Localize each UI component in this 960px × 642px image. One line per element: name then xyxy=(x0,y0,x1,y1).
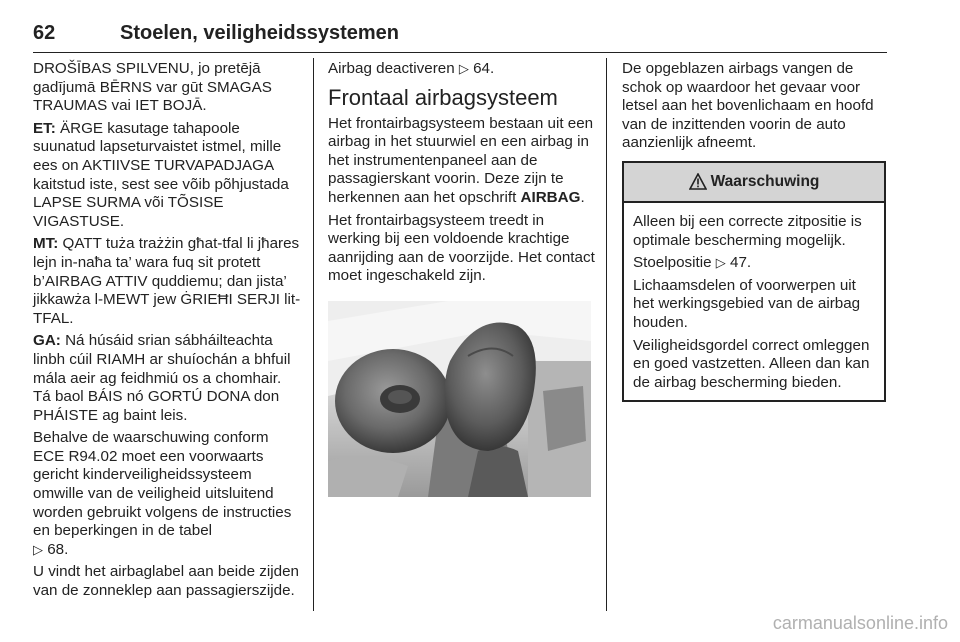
warning-paragraph: Veiligheidsgordel correct omleggen en goed vastzetten. Alleen dan kan de airbag bescherming bieden. xyxy=(633,336,870,391)
column-divider xyxy=(606,58,607,611)
watermark: carmanualsonline.info xyxy=(772,613,948,633)
page-ref-link[interactable]: 47. xyxy=(730,254,752,272)
warning-triangle-icon xyxy=(689,173,707,190)
warning-body xyxy=(624,203,884,400)
page-header xyxy=(33,22,887,52)
warning-paragraph: Lichaamsdelen of voorwerpen uit het werkingsgebied van de airbag houden. xyxy=(633,276,861,331)
paragraph-lv-warning: DROŠĪBAS SPILVENU, jo pretējā gadījumā BĒRNS var gūt SMAGAS TRAUMAS vai IET BOJĀ. xyxy=(33,60,272,115)
paragraph-mt-warning xyxy=(33,235,301,328)
seat-position-text: Stoelpositie xyxy=(633,254,712,272)
warning-paragraph: Alleen bij een correcte zitpositie is optimale bescherming mogelijk. xyxy=(633,212,862,249)
paragraph-behalve xyxy=(33,429,301,559)
intro-end: . xyxy=(580,188,585,206)
warning-header xyxy=(624,163,884,203)
ref-arrow-icon: ▷ xyxy=(33,541,43,557)
et-text: ÄRGE kasutage tahapoole suunatud lapseturvaistet istmel, mille ees on AKTIIVSE TURVAPADJAGA kaitstud iste, sest see võib põhjustada LAPSE SURMA või TÕSISE VIGASTUSE. xyxy=(33,119,289,230)
column-2 xyxy=(328,60,596,497)
page-number: 62 xyxy=(33,22,56,44)
section-heading: Frontaal airbagsysteem xyxy=(328,84,558,110)
intro-text: Het frontairbagsysteem bestaan uit een airbag in het stuurwiel en een airbag in het instrumentenpaneel aan de passagierskant voorin. Deze zijn te herkennen aan het opschrift xyxy=(328,114,594,206)
warning-title: Waarschuwing xyxy=(710,172,820,190)
paragraph-protection: De opgeblazen airbags vangen de schok op waardoor het gevaar voor letsel aan het bovenlichaam en hoofd van de inzittenden voorin de auto aanzienlijk afneemt. xyxy=(622,60,874,152)
paragraph-ga-warning xyxy=(33,332,301,425)
airbag-illustration xyxy=(328,301,591,497)
ref-arrow-icon: ▷ xyxy=(458,61,469,76)
lang-label-et: ET: xyxy=(33,119,56,137)
lang-label-ga: GA: xyxy=(33,332,61,350)
column-1 xyxy=(33,60,301,605)
warning-box xyxy=(622,161,886,402)
page-ref-link[interactable]: 64. xyxy=(473,60,495,77)
behalve-text: Behalve de waarschuwing conform ECE R94.02 moet een voorwaarts gericht kinderveiligheidssysteem omwille van de veiligheid uitsluitend worden gebruikt volgens de instructies en beperkingen in de tabel xyxy=(33,429,292,540)
ref-arrow-icon: ▷ xyxy=(715,255,726,271)
column-3 xyxy=(622,60,892,402)
airbag-label-text: AIRBAG xyxy=(520,188,581,206)
paragraph-airbaglabel: U vindt het airbaglabel aan beide zijden van de zonneklep aan passagierszijde. xyxy=(33,563,299,600)
warning-paragraph xyxy=(633,254,874,273)
lang-label-mt: MT: xyxy=(33,235,59,253)
paragraph-frontairbag-intro xyxy=(328,115,596,208)
mt-text: QATT tuża trażżin għat-tfal li jħares lejn in-naħa ta’ wara fuq sit protett b’AIRBAG ATTIV quddiemu; dan jista’ jikkawża l-MEWT jew ĠRIEĦI SERJI lit-TFAL. xyxy=(33,235,301,327)
page-title: Stoelen, veiligheidssystemen xyxy=(120,22,399,44)
paragraph-et-warning xyxy=(33,120,301,232)
column-divider xyxy=(313,58,314,611)
deactivate-text: Airbag deactiveren xyxy=(328,60,455,77)
paragraph-deactivate xyxy=(328,60,596,79)
ga-text: Ná húsáid srian sábháilteachta linbh cúil RIAMH ar shuíochán a bhfuil mála aeir ag feidhmiú os a chomhair. Tá baol BÁIS nó GORTÚ DONA don PHÁISTE ag baint leis. xyxy=(33,332,291,424)
page-ref-link[interactable]: 68. xyxy=(47,540,69,558)
paragraph-frontairbag-trigger: Het frontairbagsysteem treedt in werking bij een voldoende krachtige aanrijding aan de voorzijde. Het contact moet ingeschakeld zijn. xyxy=(328,211,595,285)
header-divider xyxy=(33,52,887,53)
